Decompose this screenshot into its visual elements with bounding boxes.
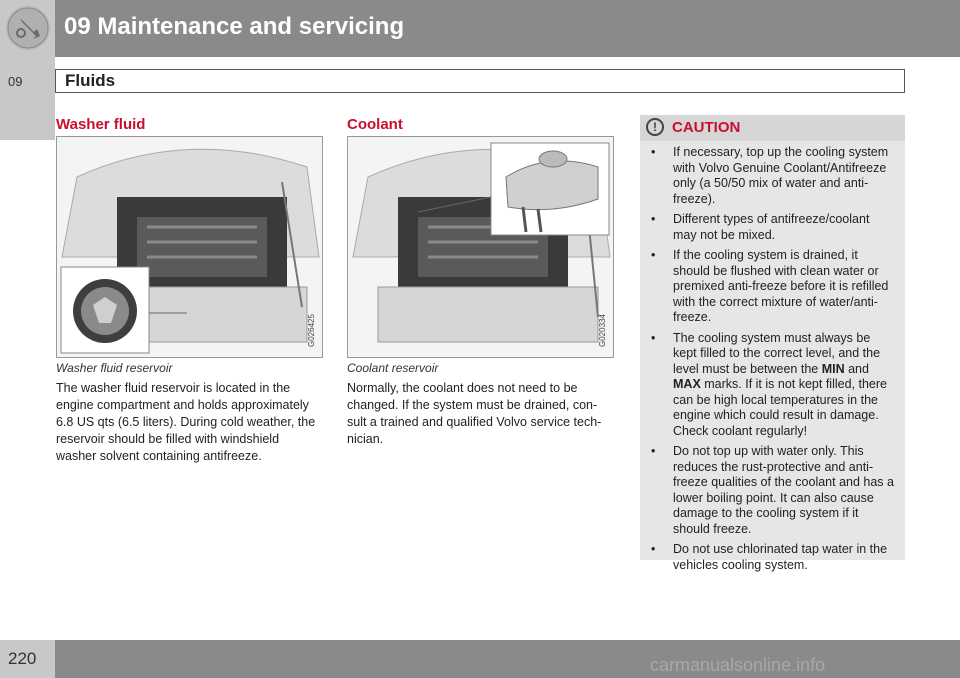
caution-line: should be flushed with clean water or	[673, 263, 879, 278]
caution-line: reduces the rust-protective and anti-	[673, 459, 874, 474]
wrench-icon	[6, 6, 50, 50]
caution-line: freeze).	[673, 191, 716, 206]
bullet-icon: •	[651, 542, 656, 556]
caution-line: freeze.	[673, 310, 712, 324]
caution-line: engine which could result in damage.	[673, 408, 879, 422]
caution-line: Do not use chlorinated tap water in the	[673, 542, 888, 556]
caution-line: Different types of antifreeze/coolant	[673, 212, 870, 226]
caution-item	[640, 212, 905, 243]
caution-line: If necessary, top up the cooling system	[673, 145, 889, 159]
bullet-icon: •	[651, 330, 656, 345]
caution-line: freeze qualities of the coolant and has a	[673, 475, 894, 489]
coolant-heading: Coolant	[347, 116, 403, 133]
washer-fluid-reservoir-image	[56, 136, 323, 358]
caution-line: damage to the cooling system if it	[673, 506, 859, 520]
text-line: 6.8 US qts (6.5 liters). During cold weather, the	[56, 415, 316, 429]
washer-image-code: G026425	[307, 314, 316, 347]
text-line: Normally, the coolant does not need to be	[347, 381, 578, 395]
washer-fluid-caption: Washer fluid reservoir	[56, 361, 173, 375]
bullet-icon: •	[651, 212, 656, 226]
caution-item	[640, 331, 905, 440]
coolant-text	[347, 380, 617, 448]
caution-line: The cooling system must always be	[673, 330, 871, 345]
text-line: nician.	[347, 432, 384, 446]
caution-line: vehicles cooling system.	[673, 557, 808, 572]
caution-item	[640, 444, 905, 537]
coolant-image-code: G020334	[598, 314, 607, 347]
chapter-number: 09	[8, 74, 23, 89]
text-line: sult a trained and qualified Volvo service tech-	[347, 415, 602, 429]
chapter-title: 09 Maintenance and servicing	[64, 13, 405, 40]
page-number: 220	[8, 649, 37, 668]
bullet-icon: •	[651, 145, 656, 159]
caution-header	[640, 115, 905, 141]
coolant-caption: Coolant reservoir	[347, 361, 439, 375]
text-line: reservoir should be filled with windshield	[56, 432, 280, 446]
text-line: changed. If the system must be drained, con-	[347, 398, 598, 412]
washer-fluid-text	[56, 380, 324, 465]
caution-line: Do not top up with water only. This	[673, 444, 864, 458]
watermark: carmanualsonline.info	[650, 655, 826, 675]
caution-title: CAUTION	[672, 119, 741, 136]
caution-line: only (a 50/50 mix of water and anti-	[673, 176, 869, 190]
caution-line: If the cooling system is drained, it	[673, 248, 858, 262]
washer-fluid-heading: Washer fluid	[56, 116, 146, 133]
caution-line: with Volvo Genuine Coolant/Antifreeze	[673, 160, 887, 175]
text-line: engine compartment and holds approximately	[56, 398, 309, 412]
caution-item	[640, 145, 905, 207]
caution-line: can be high local temperatures in the	[673, 392, 878, 407]
caution-line: premixed anti-freeze before it is refilled	[673, 279, 889, 293]
coolant-reservoir-image	[347, 136, 614, 358]
caution-list	[640, 145, 905, 578]
caution-line: lower boiling point. It can also cause	[673, 490, 874, 505]
caution-line: kept filled to the correct level, and the	[673, 346, 881, 360]
caution-item	[640, 248, 905, 326]
chapter-side-tab	[0, 0, 55, 140]
warning-icon: !	[646, 118, 664, 136]
caution-item	[640, 542, 905, 573]
caution-line: level must be between the MIN and	[673, 361, 869, 376]
bullet-icon: •	[651, 248, 656, 262]
text-line: washer solvent containing antifreeze.	[56, 449, 262, 463]
caution-line: MAX marks. If it is not kept filled, there	[673, 377, 887, 391]
caution-box	[640, 115, 905, 572]
caution-line: Check coolant regularly!	[673, 423, 808, 438]
bullet-icon: •	[651, 444, 656, 458]
caution-line: should freeze.	[673, 521, 752, 536]
text-line: The washer fluid reservoir is located in the	[56, 381, 291, 395]
section-title: Fluids	[65, 71, 116, 90]
caution-line: may not be mixed.	[673, 227, 776, 242]
caution-line: with the correct mixture of water/anti-	[673, 294, 878, 309]
section-title-bar	[55, 69, 905, 93]
